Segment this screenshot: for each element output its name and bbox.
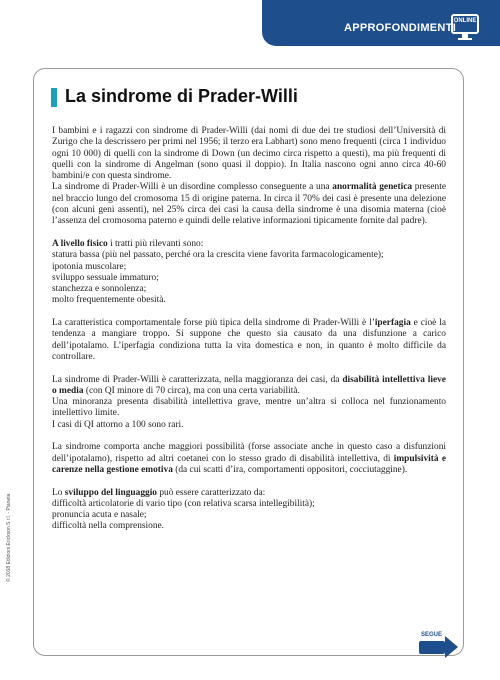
arrow-right-icon [419, 641, 445, 654]
paragraph-genetics: La sindrome di Prader-Willi è un disordine complesso conseguente a una anormalità genetica presente nel braccio lungo del cromosoma 15 di origine paterna. In circa il 70% dei casi è presente una delezione (con alcuni geni assenti), nel 25% circa dei casi la causa della sindrome è una disomia materna (cioè l’assenza del cromosoma paterno e quindi delle relative informazioni tipicamente fornite dal padre). [52, 182, 446, 227]
paragraph-intellectual: La sindrome di Prader-Willi è caratterizzata, nella maggioranza dei casi, da disabilità intellettiva lieve o media (con QI minore di 70 circa), ma con una certa variabilità. [52, 374, 446, 396]
paragraph-hyperphagia: La caratteristica comportamentale forse più tipica della sindrome di Prader-Willi è l’iperfagia e cioè la tendenza a mangiare troppo. Si suppone che questo sia causato da una disfunzione a carico dell’ipotalamo. L’iperfagia condiziona tutta la vita domestica e non, in quanto è molto difficile da controllare. [52, 318, 446, 362]
emphasis-hyperphagia: iperfagia [374, 318, 411, 329]
list-item: stanchezza e sonnolenza; [52, 284, 147, 295]
section-label: APPROFONDIMENTI [344, 22, 457, 34]
copyright-credit: © 2018 Edizioni Erickson S.r.l. - Pianeta [6, 493, 12, 582]
list-item: molto frequentemente obesità. [52, 295, 166, 306]
monitor-icon[interactable] [451, 14, 479, 42]
list-item: statura bassa (più nel passato, perché ora la crescita viene favorita farmacologicamente); [52, 250, 384, 261]
paragraph-intro: I bambini e i ragazzi con sindrome di Prader-Willi (dai nomi di due dei tre studiosi dell’Università di Zurigo che la descrissero per primi nel 1956; il terzo era Labhart) sono meno frequenti (circa 1 individuo ogni 10 000) di quelli con la sindrome di Down (un decimo circa rispetto a questi), ma più frequenti di quelli con la sindrome di Angelman (sono quasi il doppio). In Italia nascono ogni anno circa 40-60 bambini/e con questa sindrome. [52, 126, 446, 182]
emphasis-impulsivity: impulsività e carenze nella gestione emotiva [52, 453, 446, 475]
emphasis-intellectual: disabilità intellettiva lieve o media [52, 374, 446, 396]
paragraph-intellectual-3: I casi di QI attorno a 100 sono rari. [52, 419, 184, 430]
list-item: sviluppo sessuale immaturo; [52, 272, 159, 283]
paragraph-physical-intro: A livello fisico i tratti più rilevanti sono: [52, 238, 204, 249]
online-badge-label: ONLINE [453, 18, 477, 24]
title-marker [51, 88, 57, 107]
list-item: pronuncia acuta e nasale; [52, 510, 147, 521]
paragraph-intellectual-2: Una minoranza presenta disabilità intellettiva grave, mentre un’altra si colloca nel funzionamento intellettivo limite. [52, 397, 446, 419]
header-left [0, 0, 262, 46]
page-title: La sindrome di Prader-Willi [65, 86, 298, 106]
list-item: difficoltà articolatorie di vario tipo (con relativa scarsa intellegibilità); [52, 498, 315, 509]
next-page-button[interactable] [419, 632, 459, 662]
emphasis-physical: A livello fisico [52, 238, 108, 249]
header-bar [0, 0, 500, 46]
emphasis-language: sviluppo del linguaggio [64, 487, 157, 498]
arrow-head [445, 636, 458, 658]
emphasis-genetic: anormalità genetica [332, 182, 413, 193]
list-item: difficoltà nella comprensione. [52, 521, 165, 532]
list-item: ipotonia muscolare; [52, 261, 127, 272]
next-label: SEGUE [421, 632, 443, 638]
paragraph-impulsivity: La sindrome comporta anche maggiori possibilità (forse associate anche in questo caso a disfunzioni dell’ipotalamo), rispetto ad altri coetanei con lo stesso grado di disabilità intellettiva, di impulsività e carenze nella gestione emotiva (da cui scatti d’ira, comportamenti oppositori, cocciutaggine). [52, 442, 446, 475]
body-text [52, 126, 446, 533]
paragraph-language: Lo sviluppo del linguaggio può essere caratterizzato da: [52, 487, 266, 498]
